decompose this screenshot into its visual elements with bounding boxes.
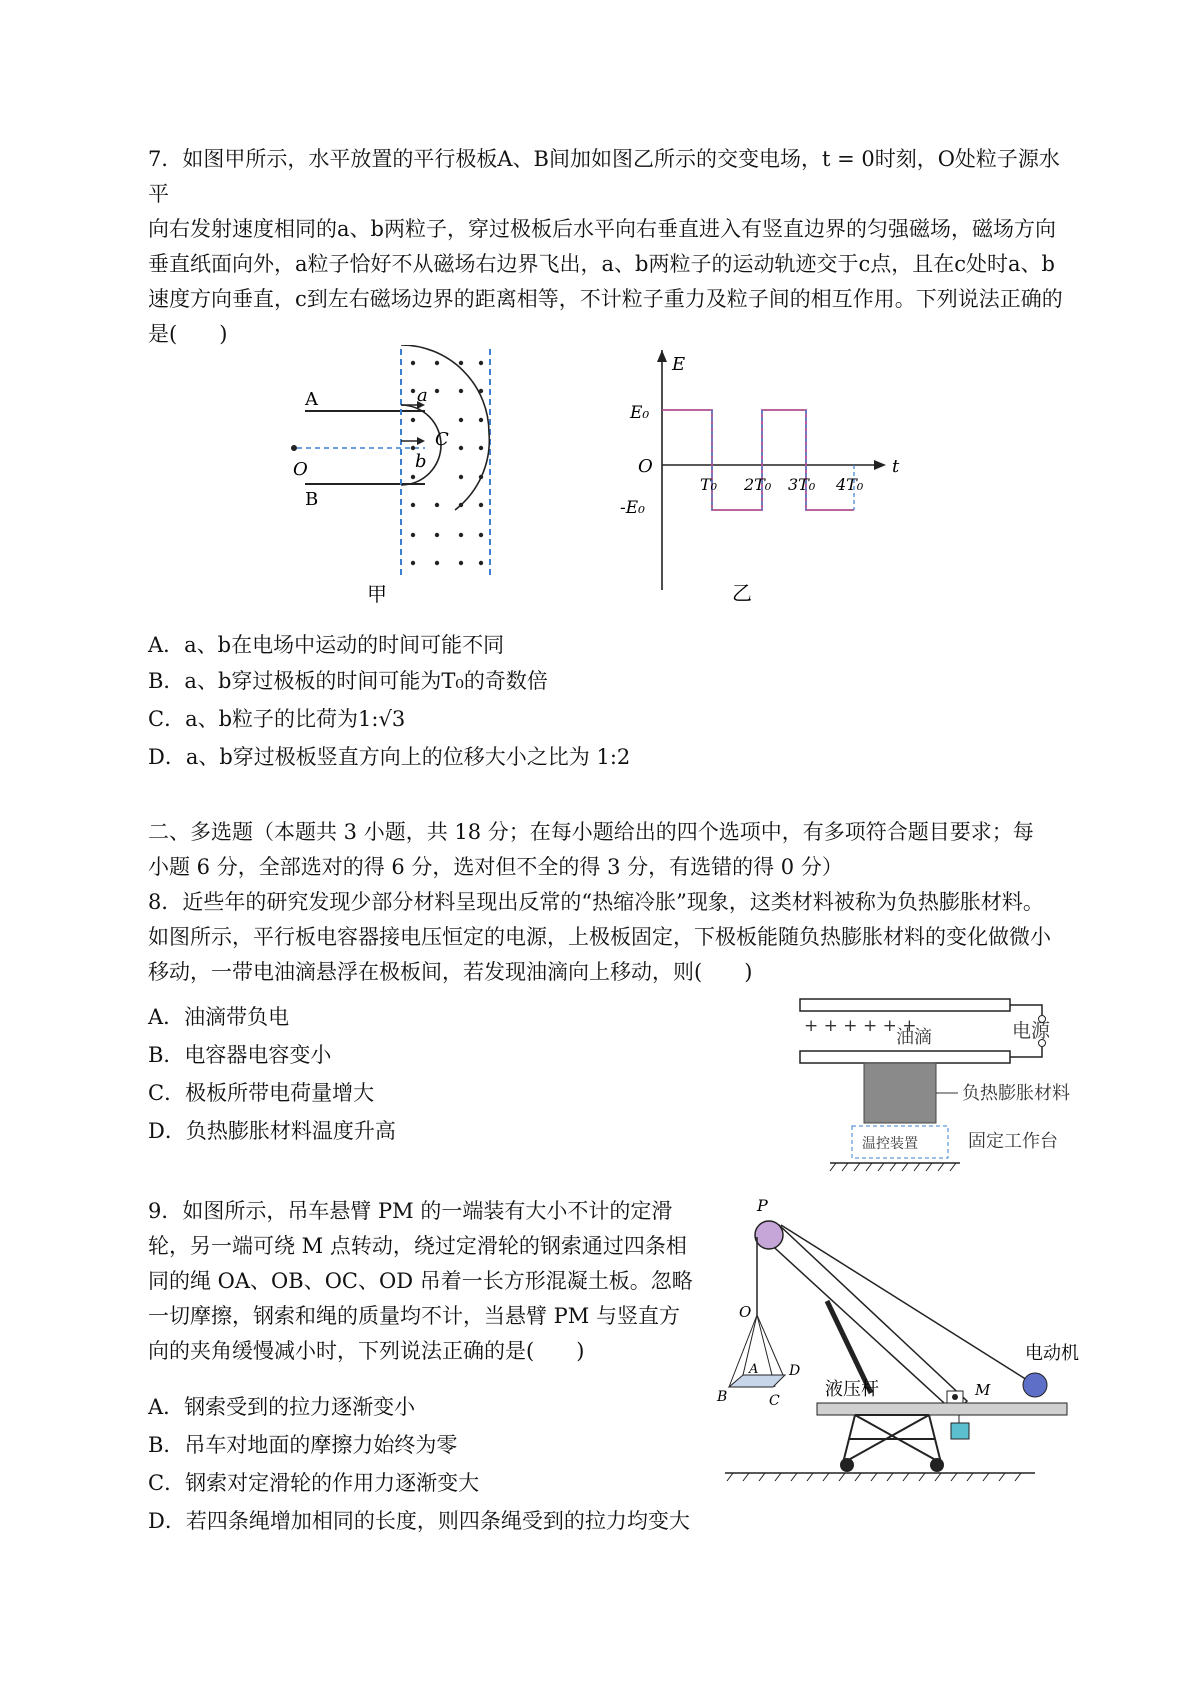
q9-option-B[interactable]: B．吊车对地面的摩擦力始终为零 <box>148 1433 458 1457</box>
origin-O-label: O <box>293 459 308 480</box>
q7-figure-yi <box>620 350 910 609</box>
negative-expansion-material <box>864 1063 936 1123</box>
crane-platform <box>817 1403 1067 1415</box>
oil-drop-label: 油滴 <box>896 1027 932 1048</box>
square-wave <box>662 410 854 510</box>
q7-line-5: 是( ) <box>148 322 228 346</box>
q8-figure <box>790 993 1110 1187</box>
hydraulic-label: 液压杆 <box>825 1379 879 1400</box>
crane-truss <box>843 1415 941 1463</box>
tick-3T0: 3T₀ <box>788 475 816 494</box>
q9-line-5: 向的夹角缓慢减小时，下列说法正确的是( ) <box>148 1339 585 1363</box>
q8-line-2: 如图所示，平行板电容器接电压恒定的电源，上极板固定，下极板能随负热膨胀材料的变化做微小 <box>148 925 1051 949</box>
negE0-label: -E₀ <box>620 498 645 518</box>
particle-b-label: b <box>415 451 427 472</box>
pivot-M-label: M <box>975 1381 991 1399</box>
q8-option-B[interactable]: B．电容器电容变小 <box>148 1043 332 1067</box>
q8-line-3: 移动，一带电油滴悬浮在极板间，若发现油滴向上移动，则( ) <box>148 960 753 984</box>
q7-line-2: 向右发射速度相同的a、b两粒子，穿过极板后水平向右垂直进入有竖直边界的匀强磁场，磁场方向 <box>148 217 1056 241</box>
rope-C-label: C <box>769 1393 780 1409</box>
q8-option-D[interactable]: D．负热膨胀材料温度升高 <box>148 1119 396 1143</box>
q9-line-1: 9．如图所示，吊车悬臂 PM 的一端装有大小不计的定滑 <box>148 1199 673 1223</box>
power-source-label: 电源 <box>1012 1020 1051 1042</box>
q9-option-D[interactable]: D．若四条绳增加相同的长度，则四条绳受到的拉力均变大 <box>148 1509 690 1533</box>
q9-line-3: 同的绳 OA、OB、OC、OD 吊着一长方形混凝土板。忽略 <box>148 1269 693 1293</box>
rope-D-label: D <box>789 1363 801 1379</box>
q7-option-C[interactable]: C．a、b粒子的比荷为1:√3 <box>148 707 406 731</box>
temp-control-label: 温控装置 <box>862 1136 918 1152</box>
motor-icon <box>1023 1373 1047 1397</box>
axis-t-label: t <box>892 456 900 477</box>
q8-option-C[interactable]: C．极板所带电荷量增大 <box>148 1081 375 1105</box>
positive-charges: + + + + + + <box>804 1016 917 1036</box>
figure-yi-caption: 乙 <box>732 581 752 605</box>
rope-B-label: B <box>717 1389 728 1405</box>
plate-B-label: B <box>305 489 319 510</box>
q7-line-3: 垂直纸面向外，a粒子恰好不从磁场右边界飞出，a、b两粒子的运动轨迹交于c点，且在c处时a、b <box>148 252 1055 276</box>
q9-stem <box>148 1194 708 1369</box>
q7-option-D[interactable]: D．a、b穿过极板竖直方向上的位移大小之比为 1:2 <box>148 745 631 769</box>
axis-E-label: E <box>672 354 686 375</box>
rope-O-label: O <box>739 1303 752 1321</box>
E0-label: E₀ <box>630 403 650 423</box>
q7-figure-jia <box>285 345 560 609</box>
q8-line-1: 8．近些年的研究发现少部分材料呈现出反常的“热缩冷胀”现象，这类材料被称为负热膨胀材料。 <box>148 890 1044 914</box>
q9-option-C[interactable]: C．钢索对定滑轮的作用力逐渐变大 <box>148 1471 480 1495</box>
q8-option-A[interactable]: A．油滴带负电 <box>148 1005 290 1029</box>
axis-origin-label: O <box>638 456 653 477</box>
tick-4T0: 4T₀ <box>836 475 864 494</box>
section2-header <box>148 815 1078 885</box>
q7-line-1: 7．如图甲所示，水平放置的平行极板A、B间加如图乙所示的交变电场，t = 0时刻，O处粒子源水平 <box>148 147 1060 206</box>
q7-stem <box>148 142 1078 352</box>
q7-line-4: 速度方向垂直，c到左右磁场边界的距离相等，不计粒子重力及粒子间的相互作用。下列说法正确的 <box>148 287 1063 311</box>
motor-label: 电动机 <box>1025 1343 1079 1364</box>
particle-a-label: a <box>417 385 428 406</box>
figure-jia-caption: 甲 <box>367 582 387 605</box>
q9-line-4: 一切摩擦，钢索和绳的质量均不计，当悬臂 PM 与竖直方 <box>148 1304 680 1328</box>
q9-option-A[interactable]: A．钢索受到的拉力逐渐变小 <box>148 1395 416 1419</box>
material-label: 负热膨胀材料 <box>962 1083 1070 1104</box>
point-C-label: C <box>435 429 449 450</box>
q9-line-2: 轮，另一端可绕 M 点转动，绕过定滑轮的钢索通过四条相 <box>148 1234 687 1258</box>
tick-2T0: 2T₀ <box>744 475 772 494</box>
platform-label: 固定工作台 <box>968 1131 1058 1152</box>
q7-option-B[interactable]: B．a、b穿过极板的时间可能为T₀的奇数倍 <box>148 669 548 693</box>
pulley-icon <box>755 1221 783 1249</box>
q8-stem <box>148 885 1078 990</box>
section2-line-2: 小题 6 分，全部选对的得 6 分，选对但不全的得 3 分，有选错的得 0 分） <box>148 855 843 879</box>
plate-A-label: A <box>305 389 318 410</box>
counterweight <box>951 1423 969 1439</box>
section2-line-1: 二、多选题（本题共 3 小题，共 18 分；在每小题给出的四个选项中，有多项符合题目要求；每 <box>148 820 1034 844</box>
tick-T0: T₀ <box>700 475 718 494</box>
rope-A-label: A <box>749 1362 759 1377</box>
pulley-P-label: P <box>757 1196 768 1215</box>
q7-option-A[interactable]: A．a、b在电场中运动的时间可能不同 <box>148 633 505 657</box>
q9-crane-figure <box>705 1195 1125 1499</box>
